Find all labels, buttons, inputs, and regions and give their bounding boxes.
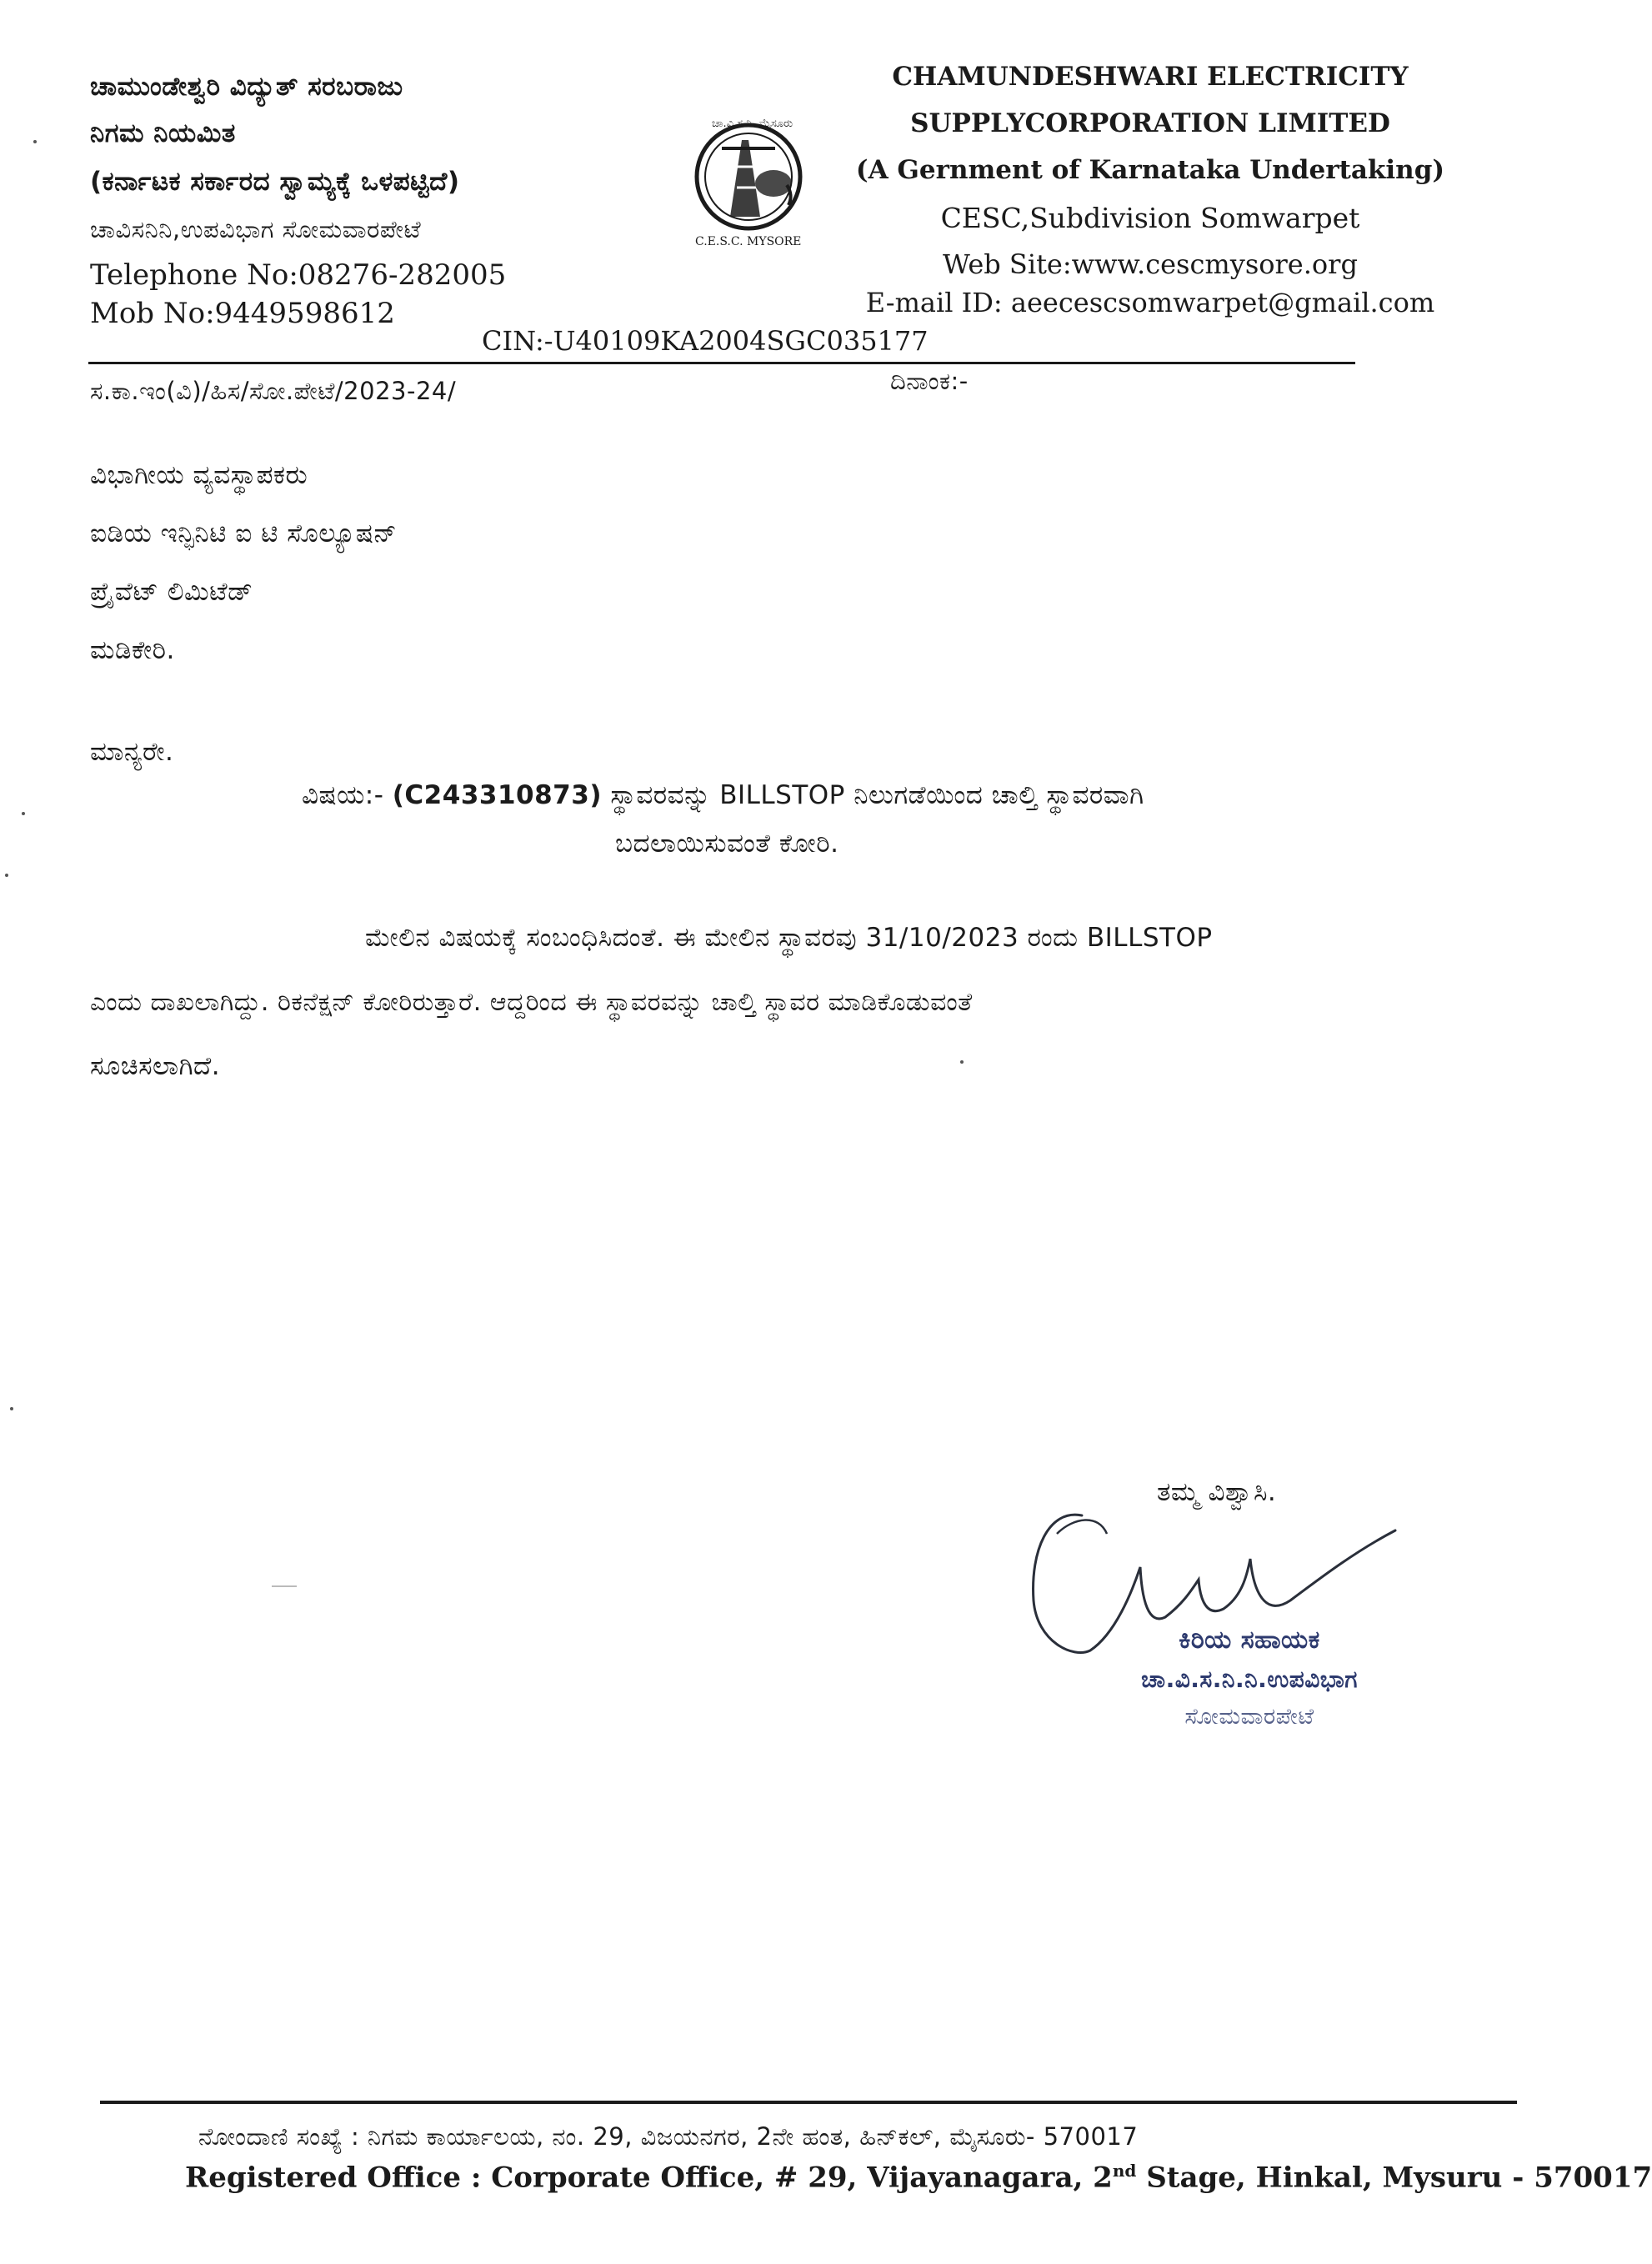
- org-type-english: SUPPLYCORPORATION LIMITED: [910, 108, 1390, 138]
- stamp-line: ಸೋಮವಾರಪೇಟೆ: [1184, 1704, 1314, 1730]
- speck: [10, 1407, 13, 1410]
- footer-english: [185, 2161, 1652, 2194]
- subdivision-english: CESC,Subdivision Somwarpet: [940, 202, 1360, 234]
- telephone: Telephone No:08276-282005: [90, 258, 507, 292]
- recipient-line: ಐಡಿಯ ಇನ್ಫಿನಿಟಿ ಐ ಟಿ ಸೊಲ್ಯೂಷನ್: [90, 518, 398, 548]
- body-line-3: ಸೂಚಿಸಲಾಗಿದೆ.: [90, 1051, 221, 1081]
- mobile: Mob No:9449598612: [90, 297, 395, 330]
- header-right: [834, 62, 1467, 325]
- reference-number: ಸ.ಕಾ.ಇಂ(ವಿ)/ಹಿಸ/ಸೋ.ಪೇಟೆ/2023-24/: [90, 377, 457, 405]
- subject-text: ಸ್ಥಾವರವನ್ನು BILLSTOP ನಿಲುಗಡೆಯಿಂದ ಚಾಲ್ತಿ ಸ್ಥಾವರವಾಗಿ: [610, 780, 1144, 810]
- speck: [960, 1060, 964, 1064]
- cesc-logo: [672, 108, 830, 250]
- recipient-line: ವಿಭಾಗೀಯ ವ್ಯವಸ್ಥಾಪಕರು: [90, 460, 308, 490]
- speck: [22, 812, 25, 815]
- salutation: ಮಾನ್ಯರೇ.: [90, 737, 174, 767]
- faint-mark: [272, 1585, 297, 1587]
- subdivision-kannada: ಚಾವಿಸನಿನಿ,ಉಪವಿಭಾಗ ಸೋಮವಾರಪೇಟೆ: [90, 215, 422, 243]
- subject-code: (C243310873): [392, 780, 602, 810]
- footer-divider: [100, 2101, 1517, 2104]
- header-divider: [88, 362, 1355, 364]
- header-left: [90, 72, 665, 257]
- footer-kannada: ನೋಂದಾಣಿ ಸಂಖ್ಯೆ : ನಿಗಮ ಕಾರ್ಯಾಲಯ, ನಂ. 29, ವಿಜಯನಗರ, 2ನೇ ಹಂತ, ಹಿನ್‌ಕಲ್, ಮೈಸೂರು- 570017: [198, 2122, 1139, 2151]
- stamp-line: ಕಿರಿಯ ಸಹಾಯಕ: [1179, 1625, 1320, 1655]
- cin-number: CIN:-U40109KA2004SGC035177: [482, 325, 929, 357]
- website: Web Site:www.cescmysore.org: [943, 248, 1358, 280]
- org-name-kannada: ಚಾಮುಂಡೇಶ್ವರಿ ವಿದ್ಯುತ್ ಸರಬರಾಜು: [90, 72, 403, 102]
- closing: ತಮ್ಮ ವಿಶ್ವಾಸಿ.: [1157, 1477, 1277, 1507]
- body-line-1: ಮೇಲಿನ ವಿಷಯಕ್ಕೆ ಸಂಬಂಧಿಸಿದಂತೆ. ಈ ಮೇಲಿನ ಸ್ಥಾವರವು 31/10/2023 ರಂದು BILLSTOP: [365, 923, 1213, 953]
- footer-english-prefix: Registered Office : Corporate Office, # 29, Vijayanagara, 2: [185, 2161, 1113, 2195]
- logo-text-bottom: C.E.S.C. MYSORE: [695, 235, 802, 248]
- speck: [5, 874, 8, 877]
- speck: [33, 140, 37, 143]
- footer-english-suffix: Stage, Hinkal, Mysuru - 570017: [1136, 2161, 1652, 2195]
- designation-stamp: [1112, 1625, 1387, 1737]
- recipient-line: ಮಡಿಕೇರಿ.: [90, 635, 175, 665]
- recipient-line: ಪ್ರೈವೆಟ್ ಲಿಮಿಟೆಡ್: [90, 577, 253, 607]
- body-line-2: ಎಂದು ದಾಖಲಾಗಿದ್ದು. ರಿಕನೆಕ್ಷನ್ ಕೋರಿರುತ್ತಾರೆ. ಆದ್ದರಿಂದ ಈ ಸ್ಥಾವರವನ್ನು ಚಾಲ್ತಿ ಸ್ಥಾವರ ಮಾಡಿಕೊಡುವಂತೆ: [90, 988, 973, 1017]
- org-name-english: CHAMUNDESHWARI ELECTRICITY: [892, 62, 1409, 92]
- subject-label: ವಿಷಯ:-: [302, 780, 384, 810]
- cesc-logo-icon: [672, 108, 830, 250]
- subject-line-1: [302, 780, 1144, 811]
- org-govt-english: (A Gernment of Karnataka Undertaking): [855, 155, 1445, 185]
- subject-line-2: ಬದಲಾಯಿಸುವಂತೆ ಕೋರಿ.: [615, 829, 839, 859]
- stamp-line: ಚಾ.ವಿ.ಸ.ನಿ.ನಿ.ಉಪವಿಭಾಗ: [1141, 1665, 1358, 1693]
- footer-english-sup: nd: [1112, 2161, 1137, 2181]
- org-govt-kannada: (ಕರ್ನಾಟಕ ಸರ್ಕಾರದ ಸ್ವಾಮ್ಯಕ್ಕೆ ಒಳಪಟ್ಟಿದೆ): [90, 167, 460, 197]
- org-type-kannada: ನಿಗಮ ನಿಯಮಿತ: [90, 118, 236, 148]
- email: E-mail ID: aeecescsomwarpet@gmail.com: [865, 287, 1435, 318]
- date-label: ದಿನಾಂಕ:-: [890, 367, 969, 395]
- logo-text-top: ಚಾ.ವಿ.ಸ.ನಿ. ಮೈಸೂರು: [712, 118, 793, 130]
- recipient-block: [90, 460, 397, 694]
